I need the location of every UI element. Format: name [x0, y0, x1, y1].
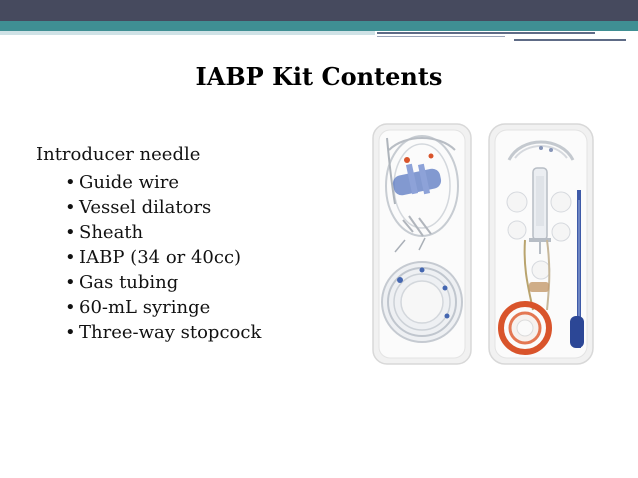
- bullet-glyph: •: [65, 272, 76, 293]
- list-item-label: 60-mL syringe: [79, 297, 211, 318]
- lead-item: Introducer needle: [36, 144, 201, 165]
- header-line-3: [514, 39, 626, 41]
- list-item: [65, 295, 336, 320]
- slide-title: IABP Kit Contents: [195, 62, 443, 91]
- iabp-kit-photo: [365, 120, 605, 368]
- header-line-1: [377, 32, 595, 34]
- list-item: [65, 195, 336, 220]
- list-item: [65, 245, 336, 270]
- list-item-label: Three-way stopcock: [79, 322, 262, 343]
- list-item: [65, 220, 336, 245]
- guide-wire-coil: [382, 262, 462, 342]
- list-item-label: Gas tubing: [79, 272, 179, 293]
- left-tray: [373, 124, 471, 364]
- header-line-2: [377, 36, 505, 37]
- right-tray: [489, 124, 593, 364]
- bullet-glyph: •: [65, 297, 76, 318]
- list-item: [65, 320, 336, 345]
- bullet-list: [36, 170, 336, 345]
- content-list: [36, 143, 336, 345]
- list-item-label: Guide wire: [79, 172, 180, 193]
- header-teal-band: [0, 21, 638, 31]
- list-item-label: IABP (34 or 40cc): [79, 247, 242, 268]
- bullet-glyph: •: [65, 247, 76, 268]
- list-item-label: Sheath: [79, 222, 144, 243]
- header-light-strip: [0, 31, 375, 35]
- bullet-glyph: •: [65, 197, 76, 218]
- bullet-glyph: •: [65, 222, 76, 243]
- list-item: [65, 170, 336, 195]
- bullet-glyph: •: [65, 322, 76, 343]
- list-item-label: Vessel dilators: [79, 197, 212, 218]
- bullet-glyph: •: [65, 172, 76, 193]
- list-item: [65, 270, 336, 295]
